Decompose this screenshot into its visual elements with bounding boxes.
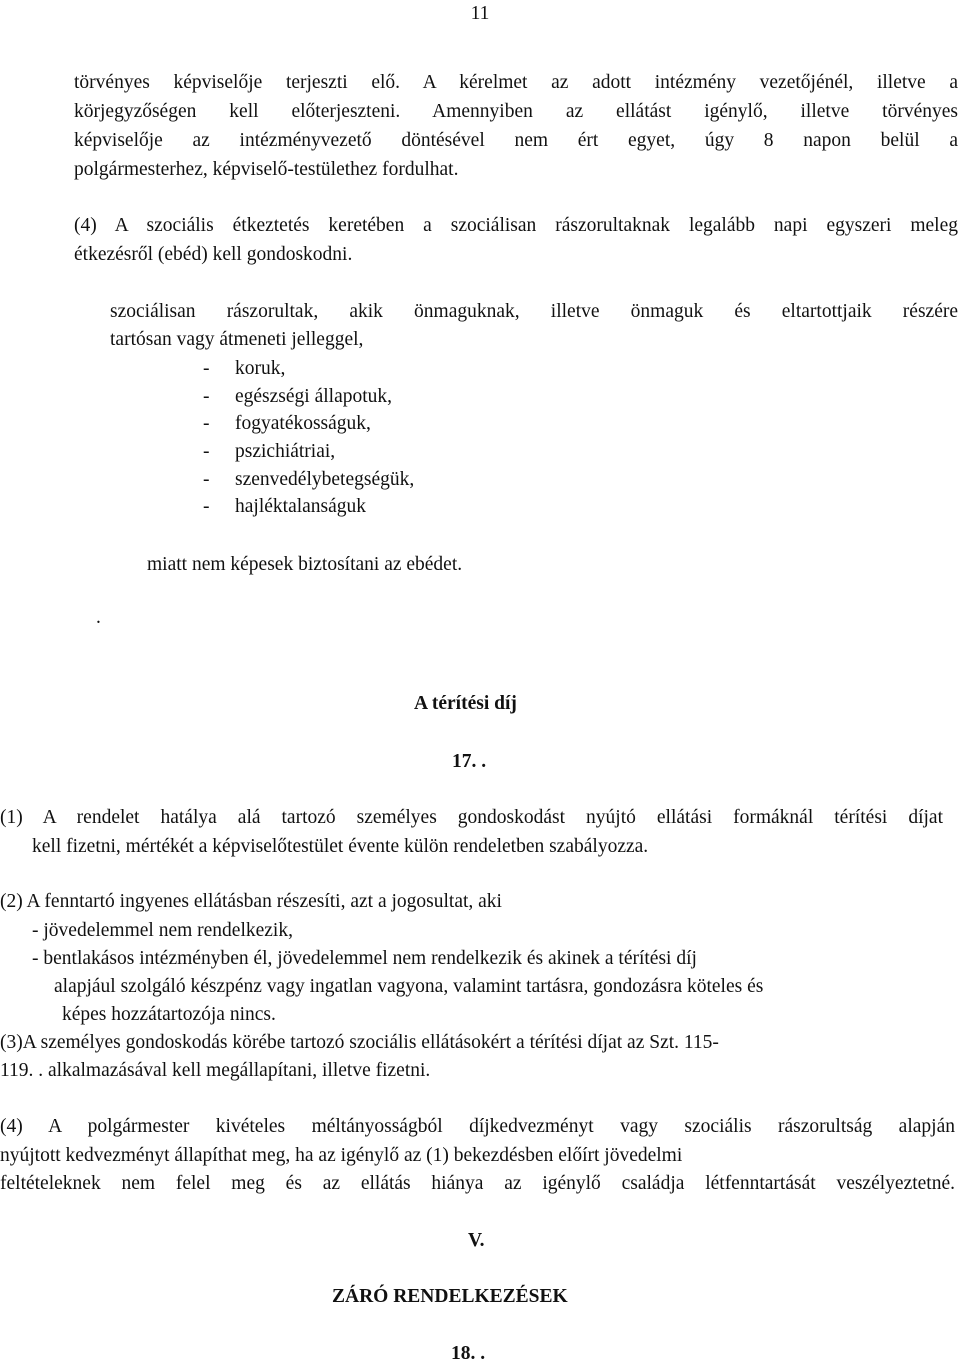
list-dash: - [203, 441, 210, 462]
list-dash: - [203, 496, 210, 517]
definition-line: tartósan vagy átmeneti jelleggel, [110, 329, 364, 350]
list-item [203, 497, 366, 517]
list-item [203, 442, 335, 462]
paragraph-line: étkezésről (ebéd) kell gondoskodni. [74, 244, 353, 265]
list-item [203, 470, 414, 490]
definition-closing: miatt nem képesek biztosítani az ebédet. [147, 554, 463, 575]
paragraph-line: 119. . alkalmazásával kell megállapítani, illetve fizetni. [0, 1060, 431, 1081]
list-dash: - [203, 386, 210, 407]
list-item-text: koruk, [235, 358, 286, 379]
section-number: 17. . [452, 751, 487, 772]
list-dash: - [203, 469, 210, 490]
paragraph-line: (2) A fenntartó ingyenes ellátásban részesíti, azt a jogosultat, aki [0, 891, 502, 912]
paragraph-line: nyújtott kedvezményt állapíthat meg, ha az igénylő az (1) bekezdésben előírt jövedelmi [0, 1145, 683, 1166]
paragraph-line: körjegyzőségen kell előterjeszteni. Amennyiben az ellátást igénylő, illetve törvényes [74, 101, 958, 122]
paragraph-line: (3)A személyes gondoskodás körébe tartozó szociális ellátásokért a térítési díjat az Szt. 115- [0, 1032, 719, 1053]
definition-line: szociálisan rászorultak, akik önmaguknak, illetve önmaguk és eltartottjaik részére [110, 301, 958, 322]
paragraph-line: - bentlakásos intézményben él, jövedelemmel nem rendelkezik és akinek a térítési díj [32, 948, 697, 969]
page-number: 11 [470, 3, 490, 24]
chapter-title: ZÁRÓ RENDELKEZÉSEK [332, 1286, 568, 1307]
section-18-number: 18. . [451, 1343, 486, 1364]
list-item-text: hajléktalanságuk [235, 496, 367, 517]
paragraph-line: (4) A polgármester kivételes méltányosságból díjkedvezményt vagy szociális rászorultság alapján [0, 1116, 955, 1137]
chapter-number: V. [468, 1230, 485, 1251]
paragraph-line: - jövedelemmel nem rendelkezik, [32, 920, 293, 941]
paragraph-line: képviselője az intézményvezető döntésével nem ért egyet, úgy 8 napon belül a [74, 130, 958, 151]
list-item [203, 414, 371, 434]
section-title: A térítési díj [414, 693, 517, 714]
list-item [203, 387, 392, 407]
paragraph-line: kell fizetni, mértékét a képviselőtestület évente külön rendeletben szabályozza. [32, 836, 649, 857]
paragraph-line: alapjául szolgáló készpénz vagy ingatlan vagyona, valamint tartásra, gondozásra köteles és [54, 976, 764, 997]
paragraph-line: (4) A szociális étkeztetés keretében a szociálisan rászorultaknak legalább napi egyszeri meleg [74, 215, 958, 236]
paragraph-line: képes hozzátartozója nincs. [62, 1004, 276, 1025]
paragraph-line: feltételeknek nem felel meg és az ellátás hiánya az igénylő családja létfenntartását veszélyeztetné. [0, 1173, 955, 1194]
paragraph-line: polgármesterhez, képviselő-testülethez fordulhat. [74, 159, 459, 180]
list-item-text: egészségi állapotuk, [235, 386, 393, 407]
paragraph-line: (1) A rendelet hatálya alá tartozó személyes gondoskodást nyújtó ellátási formáknál térítési díjat [0, 807, 943, 828]
list-item-text: pszichiátriai, [235, 441, 336, 462]
list-item-text: szenvedélybetegségük, [235, 469, 415, 490]
list-item-text: fogyatékosságuk, [235, 413, 371, 434]
stray-dot: . [96, 607, 101, 628]
list-dash: - [203, 413, 210, 434]
list-item [203, 359, 285, 379]
list-dash: - [203, 358, 210, 379]
paragraph-line: törvényes képviselője terjeszti elő. A kérelmet az adott intézmény vezetőjénél, illetve a [74, 72, 958, 93]
